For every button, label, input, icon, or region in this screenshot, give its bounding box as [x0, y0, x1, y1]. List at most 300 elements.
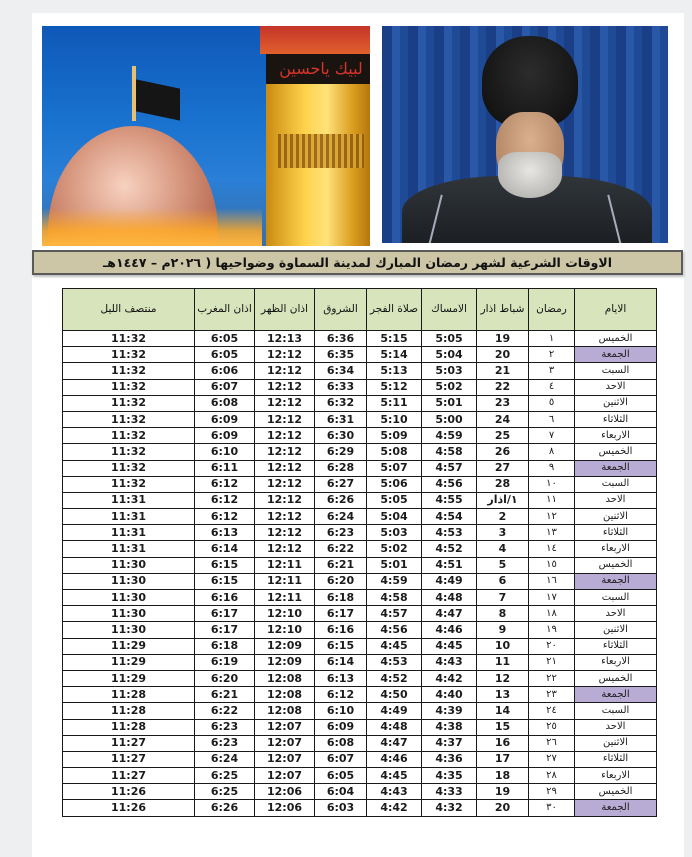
midnight-time-cell: 11:29 — [63, 654, 195, 670]
midnight-time-cell: 11:31 — [63, 525, 195, 541]
sunrise-time-cell: 6:04 — [315, 784, 367, 800]
imsak-time-cell: 5:01 — [422, 395, 477, 411]
day-cell: السبت — [575, 363, 657, 379]
maghrib-time-cell: 6:15 — [195, 557, 255, 573]
header-dhuhr: اذان الظهر — [255, 289, 315, 331]
dhuhr-time-cell: 12:11 — [255, 557, 315, 573]
day-cell: الجمعة — [575, 800, 657, 816]
sunrise-time-cell: 6:12 — [315, 687, 367, 703]
midnight-time-cell: 11:27 — [63, 768, 195, 784]
table-row — [63, 331, 657, 347]
table-body — [63, 331, 657, 817]
imsak-time-cell: 4:40 — [422, 687, 477, 703]
header-ramadan: رمضان — [529, 289, 575, 331]
dhuhr-time-cell: 12:07 — [255, 735, 315, 751]
dhuhr-time-cell: 12:12 — [255, 492, 315, 508]
table-row — [63, 735, 657, 751]
day-cell: الخميس — [575, 557, 657, 573]
day-cell: الاحد — [575, 379, 657, 395]
maghrib-time-cell: 6:14 — [195, 541, 255, 557]
sunrise-time-cell: 6:15 — [315, 638, 367, 654]
ramadan-day-cell: ٤ — [529, 379, 575, 395]
dhuhr-time-cell: 12:10 — [255, 606, 315, 622]
imsak-time-cell: 4:53 — [422, 525, 477, 541]
sunrise-time-cell: 6:10 — [315, 703, 367, 719]
gregorian-date-cell: 22 — [477, 379, 529, 395]
ramadan-day-cell: ١١ — [529, 492, 575, 508]
fajr-time-cell: 4:48 — [367, 719, 422, 735]
gregorian-date-cell: 14 — [477, 703, 529, 719]
table-row — [63, 590, 657, 606]
gregorian-date-cell: 6 — [477, 573, 529, 589]
midnight-time-cell: 11:27 — [63, 751, 195, 767]
midnight-time-cell: 11:30 — [63, 557, 195, 573]
gregorian-date-cell: 12 — [477, 670, 529, 686]
midnight-time-cell: 11:26 — [63, 784, 195, 800]
header-gregorian: شباط اذار — [477, 289, 529, 331]
sunrise-time-cell: 6:30 — [315, 428, 367, 444]
sunrise-time-cell: 6:18 — [315, 590, 367, 606]
table-row — [63, 719, 657, 735]
day-cell: الاحد — [575, 606, 657, 622]
ramadan-day-cell: ٢٦ — [529, 735, 575, 751]
maghrib-time-cell: 6:05 — [195, 347, 255, 363]
ramadan-day-cell: ١٠ — [529, 476, 575, 492]
table-row — [63, 379, 657, 395]
imsak-time-cell: 4:33 — [422, 784, 477, 800]
fajr-time-cell: 4:42 — [367, 800, 422, 816]
midnight-time-cell: 11:28 — [63, 703, 195, 719]
day-cell: الاثنين — [575, 395, 657, 411]
day-cell: السبت — [575, 476, 657, 492]
sunrise-time-cell: 6:13 — [315, 670, 367, 686]
maghrib-time-cell: 6:24 — [195, 751, 255, 767]
table-row — [63, 428, 657, 444]
maghrib-time-cell: 6:26 — [195, 800, 255, 816]
dhuhr-time-cell: 12:12 — [255, 347, 315, 363]
maghrib-time-cell: 6:11 — [195, 460, 255, 476]
maghrib-time-cell: 6:05 — [195, 331, 255, 347]
gregorian-date-cell: 10 — [477, 638, 529, 654]
imsak-time-cell: 4:58 — [422, 444, 477, 460]
sunrise-time-cell: 6:14 — [315, 654, 367, 670]
day-cell: السبت — [575, 590, 657, 606]
midnight-time-cell: 11:30 — [63, 590, 195, 606]
imsak-time-cell: 4:48 — [422, 590, 477, 606]
table-row — [63, 557, 657, 573]
fajr-time-cell: 5:07 — [367, 460, 422, 476]
gregorian-date-cell: 23 — [477, 395, 529, 411]
ramadan-day-cell: ١٨ — [529, 606, 575, 622]
midnight-time-cell: 11:32 — [63, 379, 195, 395]
gregorian-date-cell: 27 — [477, 460, 529, 476]
fajr-time-cell: 4:58 — [367, 590, 422, 606]
maghrib-time-cell: 6:13 — [195, 525, 255, 541]
gregorian-date-cell: 21 — [477, 363, 529, 379]
ramadan-day-cell: ٢٤ — [529, 703, 575, 719]
fajr-time-cell: 5:09 — [367, 428, 422, 444]
ramadan-day-cell: ٢٥ — [529, 719, 575, 735]
fajr-time-cell: 4:49 — [367, 703, 422, 719]
day-cell: الجمعة — [575, 573, 657, 589]
dhuhr-time-cell: 12:12 — [255, 541, 315, 557]
gregorian-date-cell: 9 — [477, 622, 529, 638]
midnight-time-cell: 11:32 — [63, 411, 195, 427]
fajr-time-cell: 5:12 — [367, 379, 422, 395]
sunrise-time-cell: 6:35 — [315, 347, 367, 363]
imsak-time-cell: 5:00 — [422, 411, 477, 427]
fajr-time-cell: 4:59 — [367, 573, 422, 589]
table-row — [63, 363, 657, 379]
fajr-time-cell: 5:06 — [367, 476, 422, 492]
ramadan-day-cell: ٢ — [529, 347, 575, 363]
maghrib-time-cell: 6:19 — [195, 654, 255, 670]
fajr-time-cell: 4:45 — [367, 638, 422, 654]
maghrib-time-cell: 6:08 — [195, 395, 255, 411]
day-cell: الجمعة — [575, 460, 657, 476]
maghrib-time-cell: 6:12 — [195, 509, 255, 525]
fajr-time-cell: 5:15 — [367, 331, 422, 347]
dhuhr-time-cell: 12:12 — [255, 363, 315, 379]
sunrise-time-cell: 6:31 — [315, 411, 367, 427]
maghrib-time-cell: 6:22 — [195, 703, 255, 719]
day-cell: الثلاثاء — [575, 525, 657, 541]
fajr-time-cell: 5:14 — [367, 347, 422, 363]
gregorian-date-cell: 3 — [477, 525, 529, 541]
table-row — [63, 670, 657, 686]
midnight-time-cell: 11:26 — [63, 800, 195, 816]
maghrib-time-cell: 6:06 — [195, 363, 255, 379]
fajr-time-cell: 5:04 — [367, 509, 422, 525]
dhuhr-time-cell: 12:11 — [255, 590, 315, 606]
fajr-time-cell: 4:45 — [367, 768, 422, 784]
day-cell: الثلاثاء — [575, 638, 657, 654]
imsak-time-cell: 4:55 — [422, 492, 477, 508]
midnight-time-cell: 11:32 — [63, 395, 195, 411]
maghrib-time-cell: 6:21 — [195, 687, 255, 703]
imsak-time-cell: 4:57 — [422, 460, 477, 476]
midnight-time-cell: 11:32 — [63, 347, 195, 363]
maghrib-time-cell: 6:23 — [195, 719, 255, 735]
imsak-time-cell: 4:35 — [422, 768, 477, 784]
maghrib-time-cell: 6:17 — [195, 606, 255, 622]
gregorian-date-cell: 18 — [477, 768, 529, 784]
minaret-inscription-band — [266, 54, 370, 84]
imsak-time-cell: 5:03 — [422, 363, 477, 379]
day-cell: الجمعة — [575, 347, 657, 363]
dhuhr-time-cell: 12:06 — [255, 784, 315, 800]
midnight-time-cell: 11:32 — [63, 476, 195, 492]
day-cell: السبت — [575, 703, 657, 719]
dhuhr-time-cell: 12:07 — [255, 751, 315, 767]
sunrise-time-cell: 6:26 — [315, 492, 367, 508]
gregorian-date-cell: 2 — [477, 509, 529, 525]
imsak-time-cell: 5:05 — [422, 331, 477, 347]
sunrise-time-cell: 6:20 — [315, 573, 367, 589]
gregorian-date-cell: 19 — [477, 784, 529, 800]
sunrise-time-cell: 6:21 — [315, 557, 367, 573]
sunrise-time-cell: 6:22 — [315, 541, 367, 557]
ramadan-day-cell: ١٥ — [529, 557, 575, 573]
maghrib-time-cell: 6:07 — [195, 379, 255, 395]
imsak-time-cell: 4:43 — [422, 654, 477, 670]
fajr-time-cell: 4:57 — [367, 606, 422, 622]
ramadan-day-cell: ٥ — [529, 395, 575, 411]
gregorian-date-cell: 26 — [477, 444, 529, 460]
table-row — [63, 573, 657, 589]
midnight-time-cell: 11:31 — [63, 509, 195, 525]
gregorian-date-cell: ١/اذار — [477, 492, 529, 508]
sunrise-time-cell: 6:36 — [315, 331, 367, 347]
day-cell: الثلاثاء — [575, 411, 657, 427]
imsak-time-cell: 4:37 — [422, 735, 477, 751]
table-row — [63, 687, 657, 703]
fajr-time-cell: 4:56 — [367, 622, 422, 638]
table-row — [63, 751, 657, 767]
day-cell: الخميس — [575, 331, 657, 347]
sunrise-time-cell: 6:09 — [315, 719, 367, 735]
day-cell: الاربعاء — [575, 768, 657, 784]
day-cell: الاثنين — [575, 622, 657, 638]
imsak-time-cell: 4:32 — [422, 800, 477, 816]
maghrib-time-cell: 6:20 — [195, 670, 255, 686]
ramadan-day-cell: ٢٨ — [529, 768, 575, 784]
gregorian-date-cell: 20 — [477, 347, 529, 363]
dhuhr-time-cell: 12:12 — [255, 379, 315, 395]
ramadan-day-cell: ٢١ — [529, 654, 575, 670]
imsak-time-cell: 4:36 — [422, 751, 477, 767]
gregorian-date-cell: 28 — [477, 476, 529, 492]
midnight-time-cell: 11:30 — [63, 606, 195, 622]
fajr-time-cell: 5:11 — [367, 395, 422, 411]
imsak-time-cell: 4:49 — [422, 573, 477, 589]
fajr-time-cell: 5:13 — [367, 363, 422, 379]
midnight-time-cell: 11:30 — [63, 622, 195, 638]
gregorian-date-cell: 17 — [477, 751, 529, 767]
table-row — [63, 444, 657, 460]
midnight-time-cell: 11:28 — [63, 719, 195, 735]
imsak-time-cell: 4:38 — [422, 719, 477, 735]
gregorian-date-cell: 16 — [477, 735, 529, 751]
imsak-time-cell: 4:54 — [422, 509, 477, 525]
gregorian-date-cell: 24 — [477, 411, 529, 427]
dhuhr-time-cell: 12:06 — [255, 800, 315, 816]
midnight-time-cell: 11:32 — [63, 444, 195, 460]
day-cell: الاحد — [575, 719, 657, 735]
table-row — [63, 476, 657, 492]
day-cell: الاربعاء — [575, 428, 657, 444]
dhuhr-time-cell: 12:08 — [255, 687, 315, 703]
sunrise-time-cell: 6:07 — [315, 751, 367, 767]
dhuhr-time-cell: 12:09 — [255, 638, 315, 654]
header-midnight: منتصف الليل — [63, 289, 195, 331]
midnight-time-cell: 11:32 — [63, 460, 195, 476]
day-cell: الاثنين — [575, 735, 657, 751]
minaret-calligraphy — [278, 134, 364, 168]
gregorian-date-cell: 11 — [477, 654, 529, 670]
table-row — [63, 768, 657, 784]
dhuhr-time-cell: 12:12 — [255, 428, 315, 444]
fajr-time-cell: 5:05 — [367, 492, 422, 508]
sunrise-time-cell: 6:17 — [315, 606, 367, 622]
imsak-time-cell: 5:04 — [422, 347, 477, 363]
maghrib-time-cell: 6:23 — [195, 735, 255, 751]
day-cell: الخميس — [575, 670, 657, 686]
table-row — [63, 784, 657, 800]
dhuhr-time-cell: 12:08 — [255, 670, 315, 686]
maghrib-time-cell: 6:18 — [195, 638, 255, 654]
ramadan-day-cell: ٧ — [529, 428, 575, 444]
dhuhr-time-cell: 12:12 — [255, 411, 315, 427]
dhuhr-time-cell: 12:12 — [255, 476, 315, 492]
midnight-time-cell: 11:32 — [63, 331, 195, 347]
midnight-time-cell: 11:31 — [63, 492, 195, 508]
ramadan-day-cell: ١٢ — [529, 509, 575, 525]
schedule-title: الاوقات الشرعية لشهر رمضان المبارك لمدينة السماوة وضواحيها ( ٢٠٢٦م – ١٤٤٧هـ — [103, 255, 612, 270]
maghrib-time-cell: 6:17 — [195, 622, 255, 638]
dhuhr-time-cell: 12:08 — [255, 703, 315, 719]
prayer-times-table — [62, 288, 657, 817]
imsak-time-cell: 4:52 — [422, 541, 477, 557]
ramadan-day-cell: ٩ — [529, 460, 575, 476]
sunrise-time-cell: 6:33 — [315, 379, 367, 395]
ramadan-day-cell: ١٣ — [529, 525, 575, 541]
black-flag — [136, 79, 180, 120]
sunrise-time-cell: 6:29 — [315, 444, 367, 460]
shrine-lights — [42, 208, 262, 246]
fajr-time-cell: 4:53 — [367, 654, 422, 670]
header-maghrib: اذان المغرب — [195, 289, 255, 331]
imsak-time-cell: 4:56 — [422, 476, 477, 492]
gregorian-date-cell: 8 — [477, 606, 529, 622]
maghrib-time-cell: 6:25 — [195, 768, 255, 784]
table-row — [63, 638, 657, 654]
maghrib-time-cell: 6:09 — [195, 428, 255, 444]
dhuhr-time-cell: 12:07 — [255, 719, 315, 735]
portrait-beard — [498, 152, 562, 198]
gregorian-date-cell: 13 — [477, 687, 529, 703]
table-row — [63, 654, 657, 670]
dhuhr-time-cell: 12:12 — [255, 444, 315, 460]
gregorian-date-cell: 25 — [477, 428, 529, 444]
table-row — [63, 509, 657, 525]
maghrib-time-cell: 6:12 — [195, 476, 255, 492]
fajr-time-cell: 5:08 — [367, 444, 422, 460]
ramadan-day-cell: ١٤ — [529, 541, 575, 557]
ramadan-day-cell: ٣ — [529, 363, 575, 379]
dhuhr-time-cell: 12:07 — [255, 768, 315, 784]
gregorian-date-cell: 20 — [477, 800, 529, 816]
day-cell: الاثنين — [575, 509, 657, 525]
header-fajr: صلاة الفجر — [367, 289, 422, 331]
dhuhr-time-cell: 12:11 — [255, 573, 315, 589]
header-imsak: الامساك — [422, 289, 477, 331]
fajr-time-cell: 5:02 — [367, 541, 422, 557]
fajr-time-cell: 5:01 — [367, 557, 422, 573]
imsak-time-cell: 4:47 — [422, 606, 477, 622]
ramadan-day-cell: ٢٢ — [529, 670, 575, 686]
table-row — [63, 800, 657, 816]
table-row — [63, 622, 657, 638]
table-row — [63, 541, 657, 557]
maghrib-time-cell: 6:12 — [195, 492, 255, 508]
table-row — [63, 492, 657, 508]
day-cell: الثلاثاء — [575, 751, 657, 767]
fajr-time-cell: 4:52 — [367, 670, 422, 686]
minaret-inscription: لبيك ياحسين — [279, 59, 363, 78]
ramadan-day-cell: ٢٩ — [529, 784, 575, 800]
portrait-photo — [382, 26, 668, 243]
ramadan-day-cell: ١٩ — [529, 622, 575, 638]
ramadan-day-cell: ٢٣ — [529, 687, 575, 703]
sunrise-time-cell: 6:23 — [315, 525, 367, 541]
schedule-title-banner — [32, 250, 683, 275]
dhuhr-time-cell: 12:12 — [255, 509, 315, 525]
day-cell: الاحد — [575, 492, 657, 508]
fajr-time-cell: 4:50 — [367, 687, 422, 703]
midnight-time-cell: 11:29 — [63, 638, 195, 654]
sunrise-time-cell: 6:03 — [315, 800, 367, 816]
header-sunrise: الشروق — [315, 289, 367, 331]
sunrise-time-cell: 6:16 — [315, 622, 367, 638]
midnight-time-cell: 11:28 — [63, 687, 195, 703]
maghrib-time-cell: 6:10 — [195, 444, 255, 460]
imsak-time-cell: 4:42 — [422, 670, 477, 686]
gregorian-date-cell: 4 — [477, 541, 529, 557]
maghrib-time-cell: 6:25 — [195, 784, 255, 800]
imsak-time-cell: 4:46 — [422, 622, 477, 638]
maghrib-time-cell: 6:15 — [195, 573, 255, 589]
table-row — [63, 347, 657, 363]
dhuhr-time-cell: 12:12 — [255, 395, 315, 411]
day-cell: الاربعاء — [575, 541, 657, 557]
sunrise-time-cell: 6:05 — [315, 768, 367, 784]
dhuhr-time-cell: 12:12 — [255, 525, 315, 541]
imsak-time-cell: 4:59 — [422, 428, 477, 444]
gregorian-date-cell: 19 — [477, 331, 529, 347]
shrine-photo — [42, 26, 370, 246]
midnight-time-cell: 11:30 — [63, 573, 195, 589]
imsak-time-cell: 4:39 — [422, 703, 477, 719]
gregorian-date-cell: 7 — [477, 590, 529, 606]
table-row — [63, 703, 657, 719]
fajr-time-cell: 4:46 — [367, 751, 422, 767]
maghrib-time-cell: 6:16 — [195, 590, 255, 606]
ramadan-day-cell: ٨ — [529, 444, 575, 460]
table-row — [63, 606, 657, 622]
day-cell: الخميس — [575, 444, 657, 460]
fajr-time-cell: 5:10 — [367, 411, 422, 427]
minaret-crown — [260, 26, 370, 54]
table-row — [63, 525, 657, 541]
ramadan-day-cell: ١٦ — [529, 573, 575, 589]
imsak-time-cell: 4:45 — [422, 638, 477, 654]
document-page — [32, 13, 684, 857]
sunrise-time-cell: 6:34 — [315, 363, 367, 379]
midnight-time-cell: 11:32 — [63, 363, 195, 379]
dhuhr-time-cell: 12:12 — [255, 460, 315, 476]
midnight-time-cell: 11:27 — [63, 735, 195, 751]
table-row — [63, 395, 657, 411]
header-day: الايام — [575, 289, 657, 331]
ramadan-day-cell: ١٧ — [529, 590, 575, 606]
midnight-time-cell: 11:29 — [63, 670, 195, 686]
midnight-time-cell: 11:31 — [63, 541, 195, 557]
maghrib-time-cell: 6:09 — [195, 411, 255, 427]
table-row — [63, 460, 657, 476]
ramadan-day-cell: ٦ — [529, 411, 575, 427]
dhuhr-time-cell: 12:09 — [255, 654, 315, 670]
